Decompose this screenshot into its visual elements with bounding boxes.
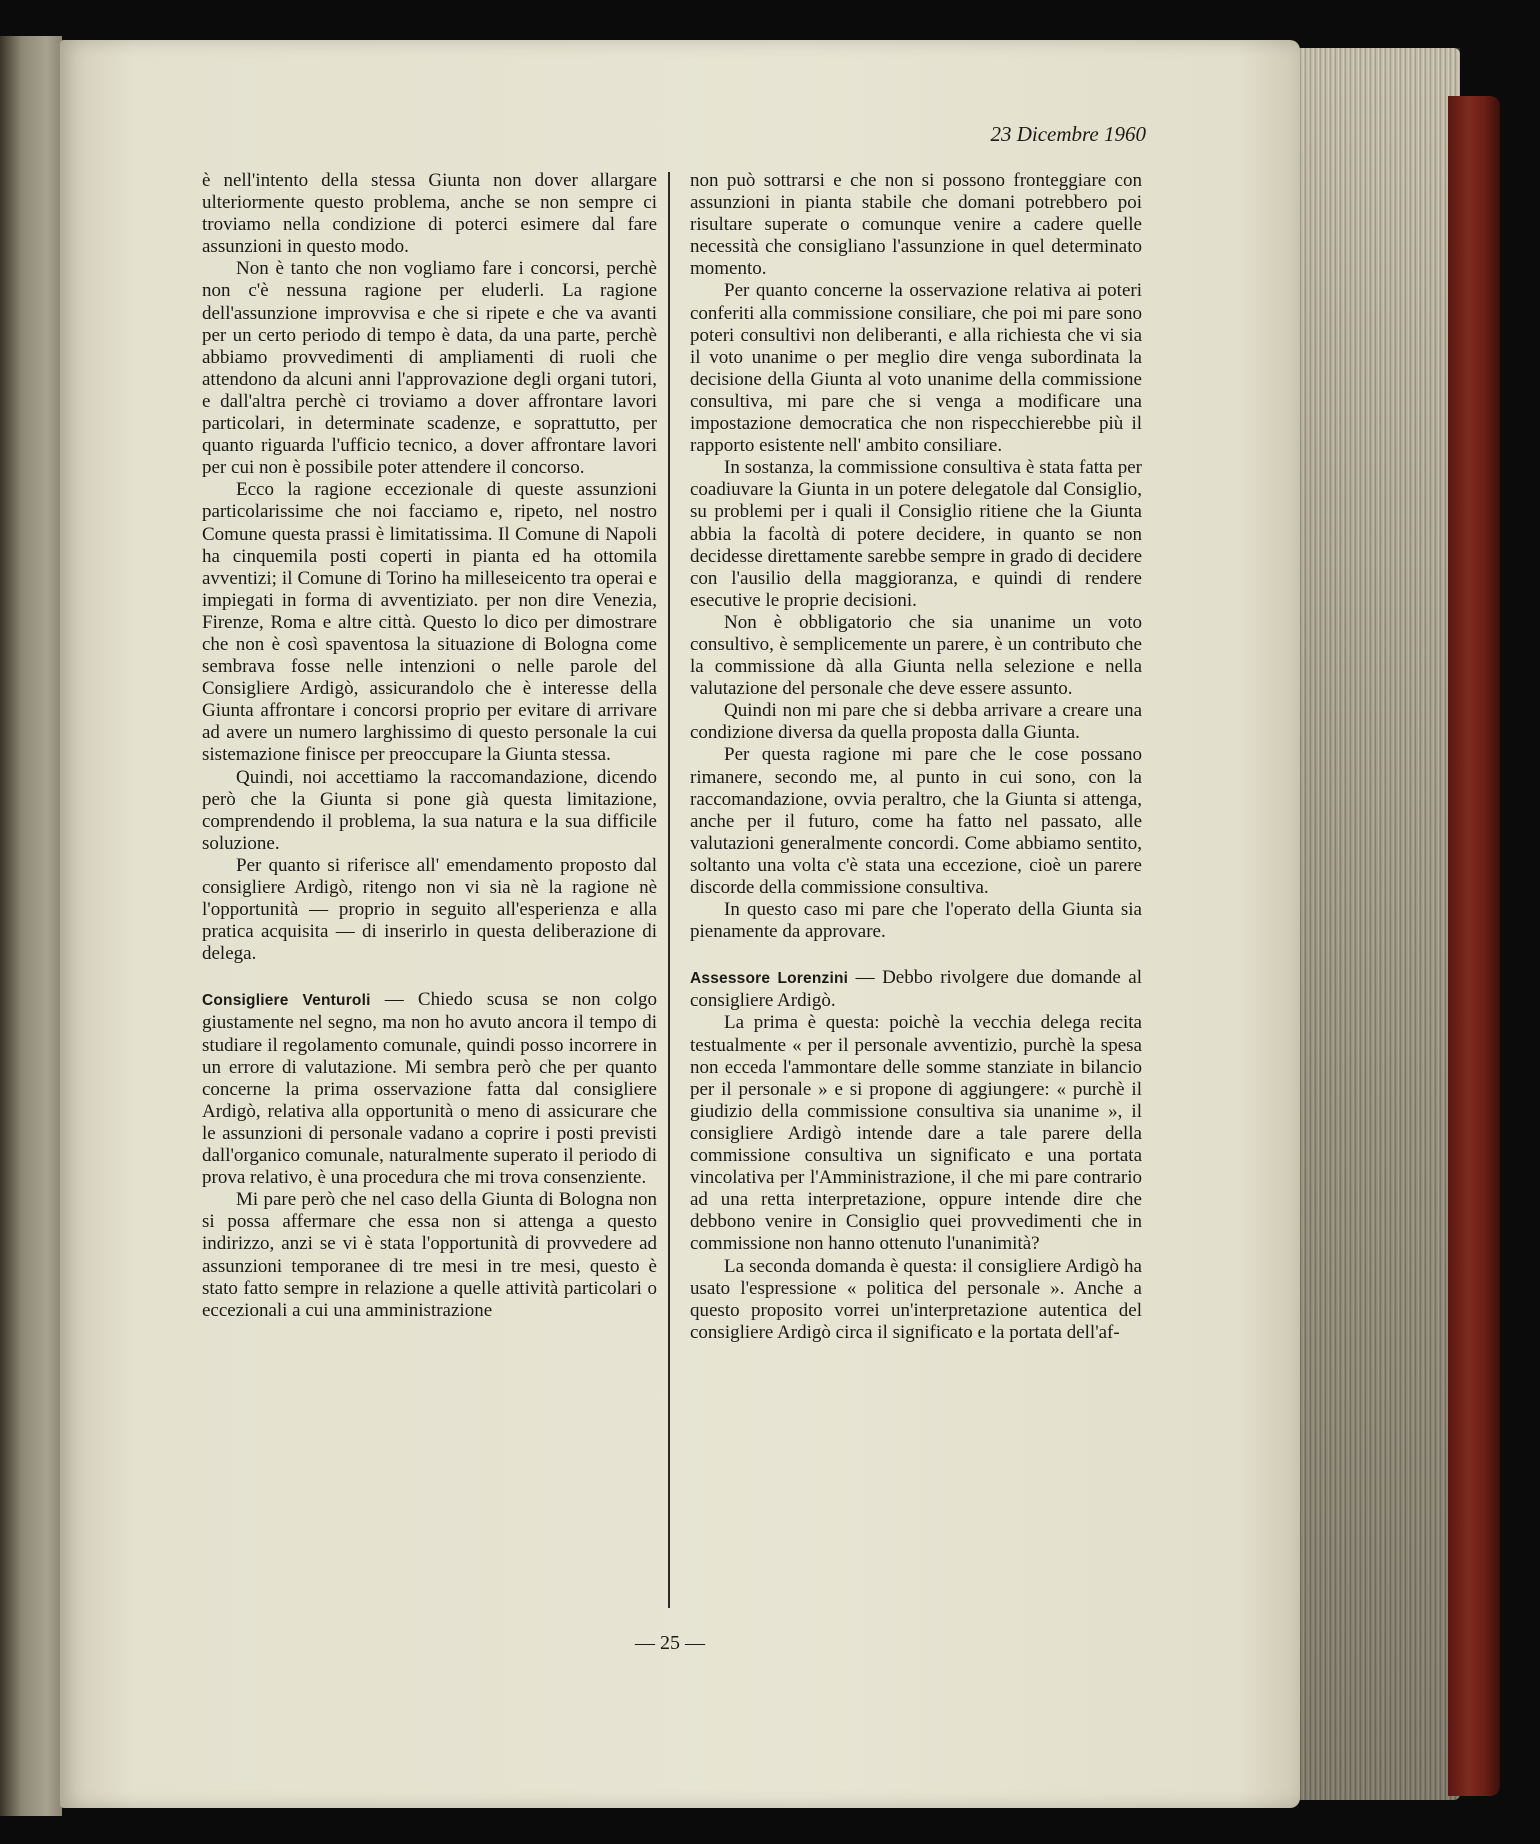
page-date: 23 Dicembre 1960 bbox=[990, 122, 1146, 146]
right-column bbox=[690, 170, 1142, 1344]
speech-paragraph bbox=[690, 967, 1142, 1012]
paragraph: Per quanto si riferisce all' emendamento proposto dal consigliere Ardigò, ritengo non vi sia nè la ragione nè l'opportunità — proprio in seguito all'esperienza e alla pratica acquisita — di inserirlo in questa deliberazione di delega. bbox=[202, 854, 657, 965]
paragraph: Ecco la ragione eccezionale di queste assunzioni particolarissime che noi facciamo e, ripeto, nel nostro Comune questa prassi è limitatissima. Il Comune di Napoli ha cinquemila posti coperti in pianta ed ha ottomila avventizi; il Comune di Torino ha milleseicento tra operai e impiegati in forma di avventiziato. per non dire Venezia, Firenze, Roma e altre città. Questo lo dico per dimostrare che non è così spaventosa la situazione di Bologna come sembrava fosse nelle intenzioni o nelle parole del Consigliere Ardigò, assicurandolo che è interesse della Giunta affrontare i concorsi proprio per evitare di arrivare ad avere un numero larghissimo di questo personale la cui sistemazione finisce per preoccupare la Giunta stessa. bbox=[202, 479, 657, 766]
page-number: — 25 — bbox=[635, 1632, 705, 1654]
book-spine-left bbox=[0, 36, 62, 1816]
paragraph: è nell'intento della stessa Giunta non dover allargare ulteriormente questo problema, anche se non sempre ci troviamo nella condizione di poterci esimere dal fare assunzioni in questo modo. bbox=[202, 170, 657, 258]
page-edges bbox=[1292, 48, 1460, 1800]
paragraph: Per questa ragione mi pare che le cose possano rimanere, secondo me, al punto in cui sono, con la raccomandazione, ovvia peraltro, che la Giunta si attenga, anche per il futuro, come ha fatto nel passato, alle valutazioni generalmente concordi. Come abbiamo sentito, soltanto una volta c'è stata una eccezione, cioè un parere discorde della commissione consultiva. bbox=[690, 744, 1142, 898]
paragraph: Non è tanto che non vogliamo fare i concorsi, perchè non c'è nessuna ragione per eluderli. La ragione dell'assunzione improvvisa e che si ripete e che va avanti per un certo periodo di tempo è data, da una parte, perchè abbiamo provvedimenti di ampliamenti di ruoli che attendono da alcuni anni l'approvazione degli organi tutori, e dall'altra perchè ci troviamo a dover affrontare lavori particolari, in determinate scadenze, e soprattutto, per quanto riguarda l'ufficio tecnico, a dover affrontare lavori per cui non è possibile poter attendere il concorso. bbox=[202, 258, 657, 479]
paragraph: Non è obbligatorio che sia unanime un voto consultivo, è semplicemente un parere, è un contributo che la commissione dà alla Giunta nella selezione e nella valutazione del personale che deve essere assunto. bbox=[690, 611, 1142, 700]
column-divider bbox=[668, 172, 670, 1608]
paragraph: La seconda domanda è questa: il consigliere Ardigò ha usato l'espressione « politica del personale ». Anche a questo proposito vorrei un'interpretazione autentica del consigliere Ardigò circa il significato e la portata dell'af- bbox=[690, 1255, 1142, 1343]
paragraph: Mi pare però che nel caso della Giunta di Bologna non si possa affermare che essa non si attenga a questo indirizzo, anzi se vi è stata l'opportunità di provvedere ad assunzioni temporanee di tre mesi in tre mesi, questo è stato fatto sempre in relazione a quelle attività particolari o eccezionali a cui una amministrazione bbox=[202, 1189, 657, 1321]
paragraph: Per quanto concerne la osservazione relativa ai poteri conferiti alla commissione consiliare, che poi mi pare sono poteri consultivi non deliberanti, e alla richiesta che vi sia il voto unanime o per meglio dire venga subordinata la decisione della Giunta al voto unanime della commissione consultiva, mi pare che si venga a modificare una impostazione democratica che non rispecchierebbe più il rapporto esistente nell' ambito consiliare. bbox=[690, 280, 1142, 457]
speech-text: — Debbo rivolgere due domande al consigliere Ardigò. bbox=[690, 967, 1142, 1012]
left-column bbox=[202, 170, 657, 1322]
speaker-name: Consigliere Venturoli bbox=[202, 992, 371, 1010]
paragraph: Quindi non mi pare che si debba arrivare a creare una condizione diversa da quella proposta dalla Giunta. bbox=[690, 700, 1142, 744]
paragraph: In sostanza, la commissione consultiva è stata fatta per coadiuvare la Giunta in un potere delegatole dal Consiglio, su problemi per i quali il Consiglio ritiene che la Giunta abbia la facoltà di potere decidere, in quanto se non decidesse direttamente sarebbe sempre in grado di decidere con l'ausilio della maggioranza, e quindi di rendere esecutive le proprie decisioni. bbox=[690, 457, 1142, 611]
speech-text: — Chiedo scusa se non colgo giustamente nel segno, ma non ho avuto ancora il tempo di studiare il regolamento comunale, quindi posso incorrere in un errore di valutazione. Mi sembra però che per quanto concerne la prima osservazione fatta dal consigliere Ardigò, relativa alla opportunità o meno di assicurare che le assunzioni di personale vadano a coprire i posti previsti dall'organico comunale, naturalmente superato il periodo di prova relativo, è una procedura che mi trova consenziente. bbox=[202, 989, 658, 1189]
speaker-name: Assessore Lorenzini bbox=[690, 970, 849, 988]
paragraph: In questo caso mi pare che l'operato della Giunta sia pienamente da approvare. bbox=[690, 899, 1142, 943]
paragraph: La prima è questa: poichè la vecchia delega recita testualmente « per il personale avventizio, purchè la spesa non ecceda l'ammontare delle somme stanziate in bilancio per il personale » e si propone di aggiungere: « purchè il giudizio della commissione consultiva sia unanime », il consigliere Ardigò intende dare a tale parere della commissione consultiva un significato e una portata vincolativa per l'Amministrazione, il che mi pare contrario ad una retta interpretazione, oppure intende dire che debbono venire in Consiglio quei provvedimenti che in commissione non hanno ottenuto l'unanimità? bbox=[690, 1012, 1142, 1255]
paragraph: non può sottrarsi e che non si possono fronteggiare con assunzioni in pianta stabile che domani potrebbero poi risultare superate o comunque venire a cadere quelle necessità che consigliano l'assunzione in quel determinato momento. bbox=[690, 170, 1142, 280]
paragraph: Quindi, noi accettiamo la raccomandazione, dicendo però che la Giunta si pone già questa limitazione, comprendendo il problema, la sua natura e la sua difficile soluzione. bbox=[202, 766, 657, 854]
speech-paragraph bbox=[202, 989, 657, 1189]
book-cover-edge bbox=[1448, 96, 1500, 1796]
